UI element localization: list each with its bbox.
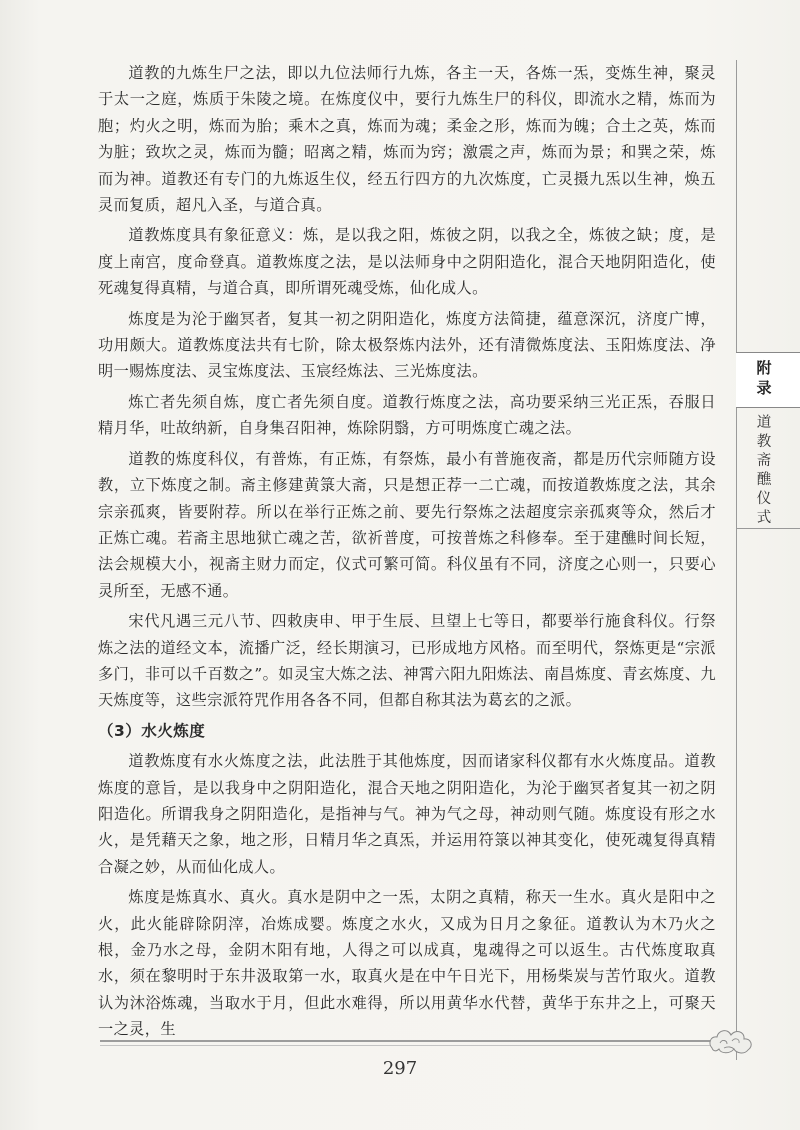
paragraph-6: 宋代凡遇三元八节、四敕庚申、甲于生辰、旦望上七等日，都要举行施食科仪。行祭炼之法的道经文本，流播广泛，经长期演习，已形成地方风格。而至明代，祭炼更是“宗派多门，非可以千百数之”。如灵宝大炼之法、神霄六阳九阳炼法、南昌炼度、青玄炼度、九天炼度等，这些宗派符咒作用各各不同，但都自称其法为葛玄的之派。 — [98, 612, 716, 710]
page-number: 297 — [382, 1058, 418, 1079]
paragraph-3: 炼度是为沦于幽冥者，复其一初之阴阳造化，炼度方法简捷，蕴意深沉，济度广博，功用颇大。道教炼度法共有七阶，除太极祭炼内法外，还有清微炼度法、玉阳炼度法、净明一赐炼度法、灵宝炼度法、玉宸经炼法、三光炼度法。 — [98, 309, 716, 381]
paragraph-2: 道教炼度具有象征意义：炼，是以我之阳，炼彼之阴，以我之全，炼彼之缺；度，是度上南宫，度命登真。道教炼度之法，是以法师身中之阴阳造化，混合天地阴阳造化，使死魂复得真精，与道合真，即所谓死魂受炼，仙化成人。 — [98, 226, 716, 298]
side-tab-chapter: 道教斋醮仪式 — [756, 415, 772, 526]
paragraph-5: 道教的炼度科仪，有普炼，有正炼，有祭炼，最小有普施夜斋，都是历代宗师随方设教，立下炼度之制。斋主修建黄箓大斋，只是想正荐一二亡魂，而按道教炼度之法，其余宗亲孤爽，皆要附荐。所以在举行正炼之前、要先行祭炼之法超度宗亲孤爽等众，然后才正炼亡魂。若斋主思地狱亡魂之苦，欲祈普度，可按普炼之科修奉。至于建醮时间长短，法会规模大小，视斋主财力而定，仪式可繁可简。科仪虽有不同，济度之心则一，只要心灵所至，无感不通。 — [98, 449, 716, 600]
cloud-ornament-icon — [706, 1022, 756, 1060]
footer-rule — [100, 1040, 710, 1042]
side-tab-section: 附录 — [756, 359, 772, 397]
paragraph-7: 道教炼度有水火炼度之法，此法胜于其他炼度，因而诸家科仪都有水火炼度品。道教炼度的意旨，是以我身中之阴阳造化，混合天地之阴阳造化，为沦于幽冥者复其一初之阴阳造化。所谓我身之阴阳造化，是指神与气。神为气之母，神动则气随。炼度设有形之水火，是凭藉天之象，地之形，日精月华之真炁，并运用符箓以神其变化，使死魂复得真精合凝之妙，从而仙化成人。 — [98, 752, 716, 876]
side-divider — [736, 60, 737, 1060]
paragraph-1: 道教的九炼生尸之法，即以九位法师行九炼，各主一天，各炼一炁，变炼生神，聚灵于太一之庭，炼质于朱陵之境。在炼度仪中，要行九炼生尸的科仪，即流水之精，炼而为胞；灼火之明，炼而为胎；乘木之真，炼而为魂；柔金之形，炼而为魄；合土之英，炼而为脏；致坎之灵，炼而为髓；昭离之精，炼而为窍；激震之声，炼而为景；和巽之荣，炼而为神。道教还有专门的九炼返生仪，经五行四方的九次炼度，亡灵摄九炁以生神，焕五灵而复质，超凡入圣，与道合真。 — [98, 64, 716, 215]
body-text — [98, 60, 716, 1047]
section-heading: （3）水火炼度 — [98, 721, 206, 740]
footer-rule-thin — [100, 1045, 710, 1046]
paragraph-4: 炼亡者先须自炼，度亡者先须自度。道教行炼度之法，高功要采纳三光正炁，吞服日精月华，吐故纳新，自身集召阳神，炼除阴翳，方可明炼度亡魂之法。 — [98, 392, 716, 438]
paragraph-8: 炼度是炼真水、真火。真水是阴中之一炁，太阴之真精，称天一生水。真火是阳中之火，此火能辟除阴滓，冶炼成婴。炼度之水火，又成为日月之象征。道教认为木乃火之根，金乃水之母，金阴木阳有地，人得之可以成真，鬼魂得之可以返生。古代炼度取真水，须在黎明时于东井汲取第一水，取真火是在中午日光下，用杨柴炭与苦竹取火。道教认为沐浴炼魂，当取水于月，但此水难得，所以用黄华水代替，黄华于东井之上，可聚天一之灵，生 — [98, 888, 716, 1039]
